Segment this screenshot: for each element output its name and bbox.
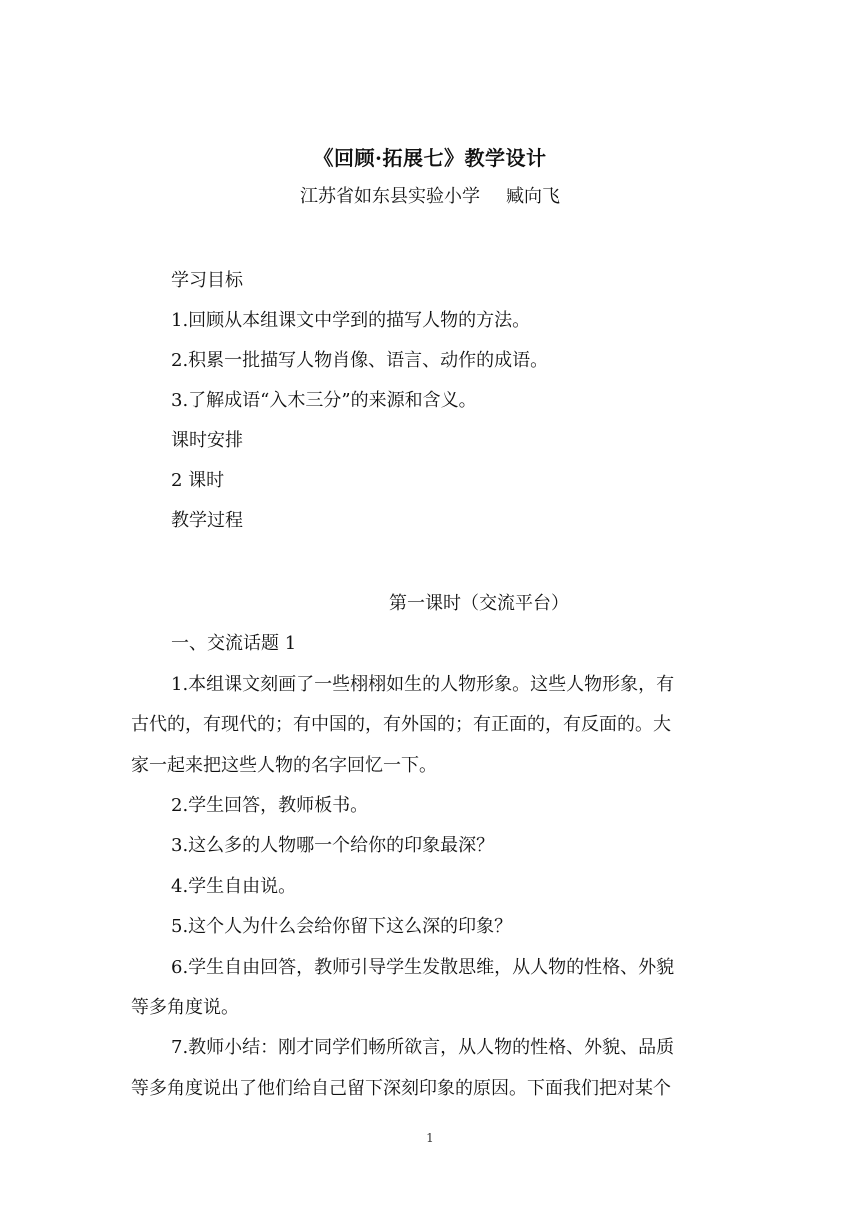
document-title: 《回顾·拓展七》教学设计 (313, 146, 547, 170)
paragraph-line: 等多角度说出了他们给自己留下深刻印象的原因。下面我们把对某个 (131, 1078, 671, 1099)
topic-heading: 一、交流话题 1 (171, 633, 297, 654)
goal-item: 2.积累一批描写人物肖像、语言、动作的成语。 (171, 350, 549, 371)
author-line (0, 186, 860, 208)
paragraph-line: 古代的，有现代的；有中国的，有外国的；有正面的，有反面的。大 (131, 714, 671, 735)
paragraph-line: 1.本组课文刻画了一些栩栩如生的人物形象。这些人物形象，有 (171, 674, 675, 695)
paragraph-line: 3.这么多的人物哪一个给你的印象最深？ (171, 835, 495, 856)
goals-heading: 学习目标 (171, 270, 243, 291)
author-school: 江苏省如东县实验小学 (300, 186, 480, 207)
paragraph-line: 6.学生自由回答，教师引导学生发散思维，从人物的性格、外貌 (171, 957, 675, 978)
paragraph-line: 等多角度说。 (131, 997, 239, 1018)
schedule-value: 2 课时 (171, 470, 225, 491)
goal-item: 1.回顾从本组课文中学到的描写人物的方法。 (171, 310, 531, 331)
process-heading: 教学过程 (171, 510, 243, 531)
paragraph-line: 7.教师小结：刚才同学们畅所欲言，从人物的性格、外貌、品质 (171, 1037, 675, 1058)
goal-item: 3.了解成语“入木三分”的来源和含义。 (171, 390, 477, 411)
author-name: 臧向飞 (506, 186, 560, 207)
paragraph-line: 4.学生自由说。 (171, 876, 297, 897)
schedule-heading: 课时安排 (171, 430, 243, 451)
paragraph-line: 2.学生回答，教师板书。 (171, 795, 369, 816)
lesson-heading: 第一课时（交流平台） (389, 593, 569, 614)
paragraph-line: 家一起来把这些人物的名字回忆一下。 (131, 755, 437, 776)
page-number: 1 (426, 1131, 434, 1145)
paragraph-line: 5.这个人为什么会给你留下这么深的印象？ (171, 916, 513, 937)
